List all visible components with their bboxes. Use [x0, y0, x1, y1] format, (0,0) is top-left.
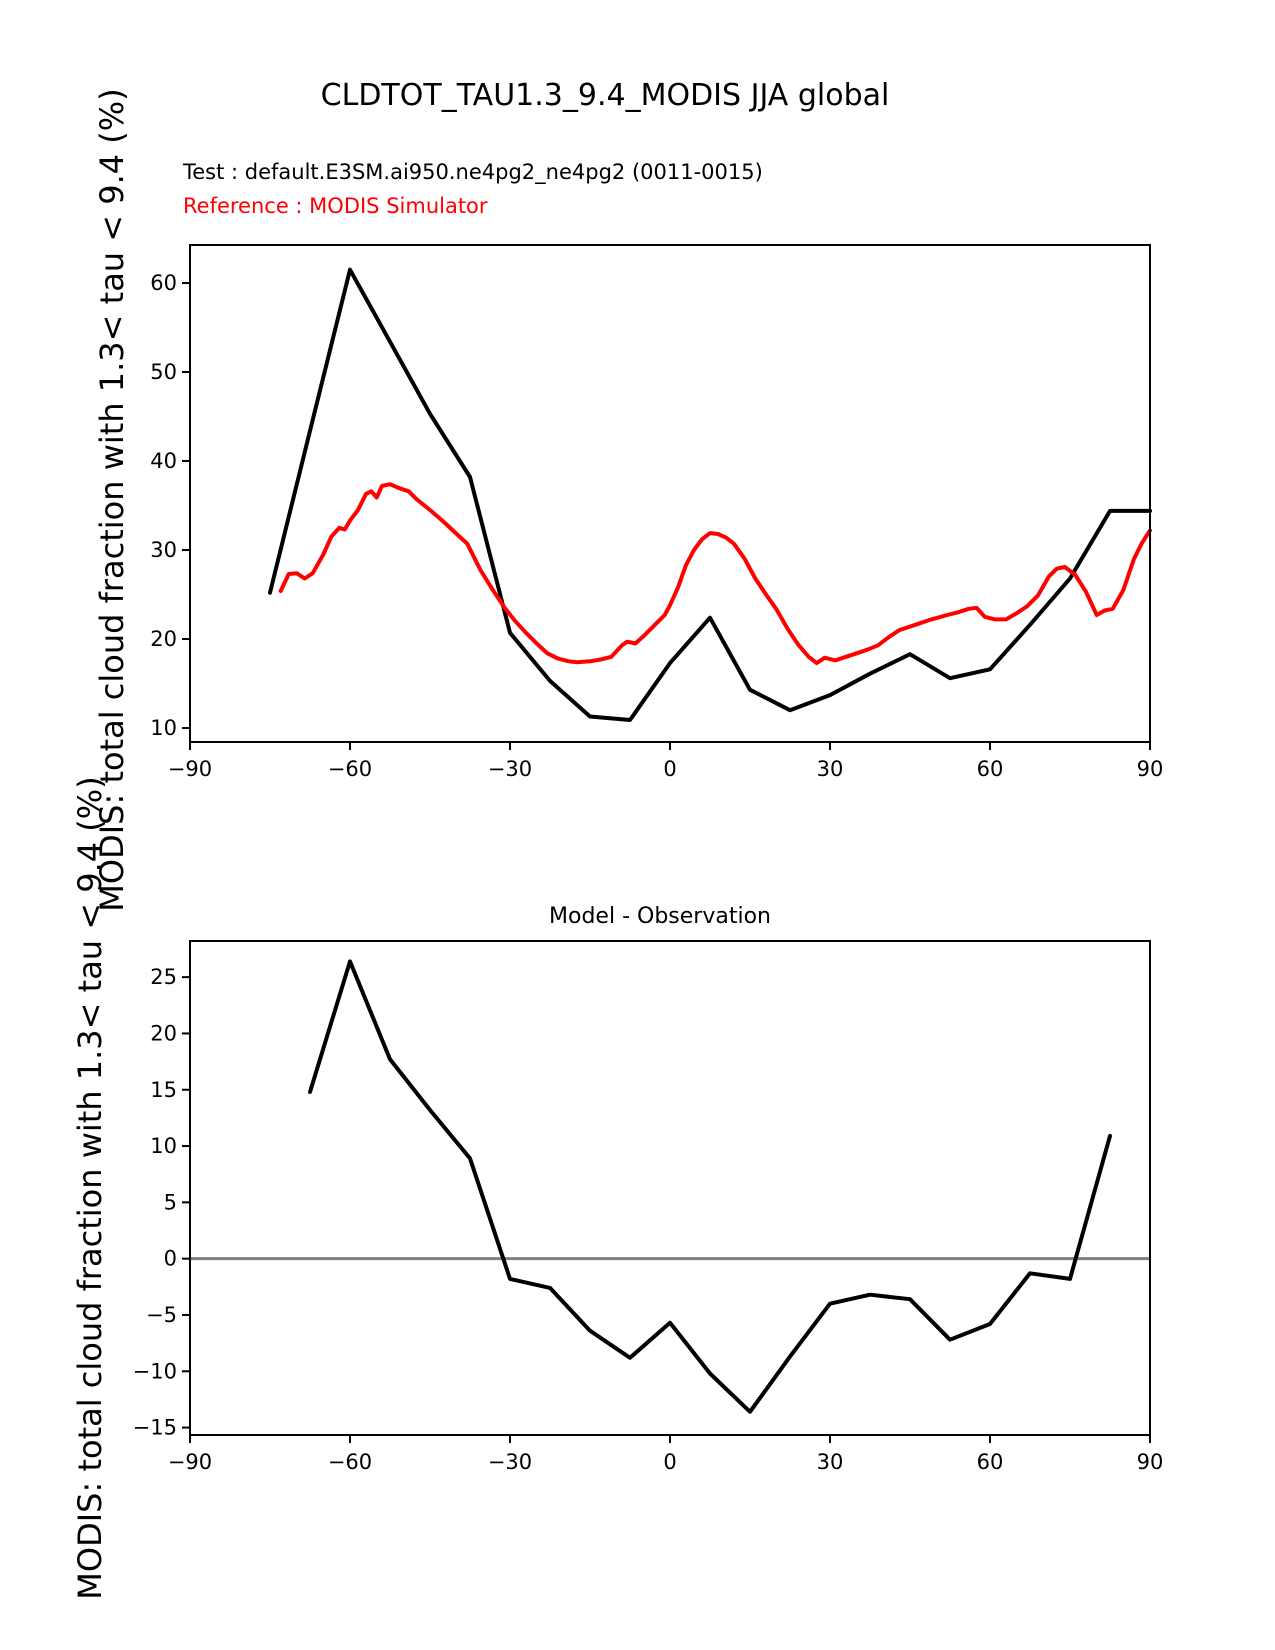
test-line: [270, 270, 1150, 720]
x-axis-tick-label: −90: [167, 1450, 213, 1474]
y-axis-tick-label: 5: [163, 1190, 177, 1215]
y-axis-tick-label: 25: [150, 965, 177, 990]
y-axis-tick-label: 15: [150, 1077, 177, 1102]
y-axis-tick-label: −10: [132, 1359, 177, 1384]
y-axis-tick-label: 40: [150, 449, 177, 474]
top-plot-y-axis-label: MODIS: total cloud fraction with 1.3< tau < 9.4 (%): [93, 88, 131, 912]
x-axis-tick-label: 30: [816, 757, 844, 781]
y-axis-tick-label: 10: [150, 716, 177, 741]
x-axis-tick-label: 0: [663, 1450, 677, 1474]
y-axis-tick-label: −5: [146, 1302, 177, 1327]
y-axis-tick-label: 30: [150, 538, 177, 563]
reference-run-label: Reference : MODIS Simulator: [183, 194, 488, 218]
plot-border: [190, 245, 1150, 742]
x-axis-tick-label: 60: [976, 757, 1004, 781]
x-axis-tick-label: −60: [327, 1450, 373, 1474]
x-axis-tick-label: −60: [327, 757, 373, 781]
difference-plot-title: Model - Observation: [549, 904, 771, 929]
x-axis-tick-label: −90: [167, 757, 213, 781]
x-axis-tick-label: −30: [487, 1450, 533, 1474]
x-axis-tick-label: −30: [487, 757, 533, 781]
y-axis-tick-label: −15: [132, 1415, 177, 1440]
page-title: CLDTOT_TAU1.3_9.4_MODIS JJA global: [320, 78, 890, 113]
x-axis-tick-label: 90: [1136, 1450, 1164, 1474]
x-axis-tick-label: 60: [976, 1450, 1004, 1474]
y-axis-tick-label: 20: [150, 627, 177, 652]
y-axis-tick-label: 20: [150, 1021, 177, 1046]
y-axis-tick-label: 0: [163, 1246, 177, 1271]
y-axis-tick-label: 50: [150, 360, 177, 385]
test-run-label: Test : default.E3SM.ai950.ne4pg2_ne4pg2 (0011-0015): [183, 160, 763, 184]
x-axis-tick-label: 0: [663, 757, 677, 781]
x-axis-tick-label: 30: [816, 1450, 844, 1474]
difference-line: [310, 961, 1110, 1411]
bottom-plot-y-axis-label: MODIS: total cloud fraction with 1.3< tau < 9.4 (%): [71, 776, 109, 1600]
y-axis-tick-label: 60: [150, 271, 177, 296]
y-axis-tick-label: 10: [150, 1134, 177, 1159]
x-axis-tick-label: 90: [1136, 757, 1164, 781]
